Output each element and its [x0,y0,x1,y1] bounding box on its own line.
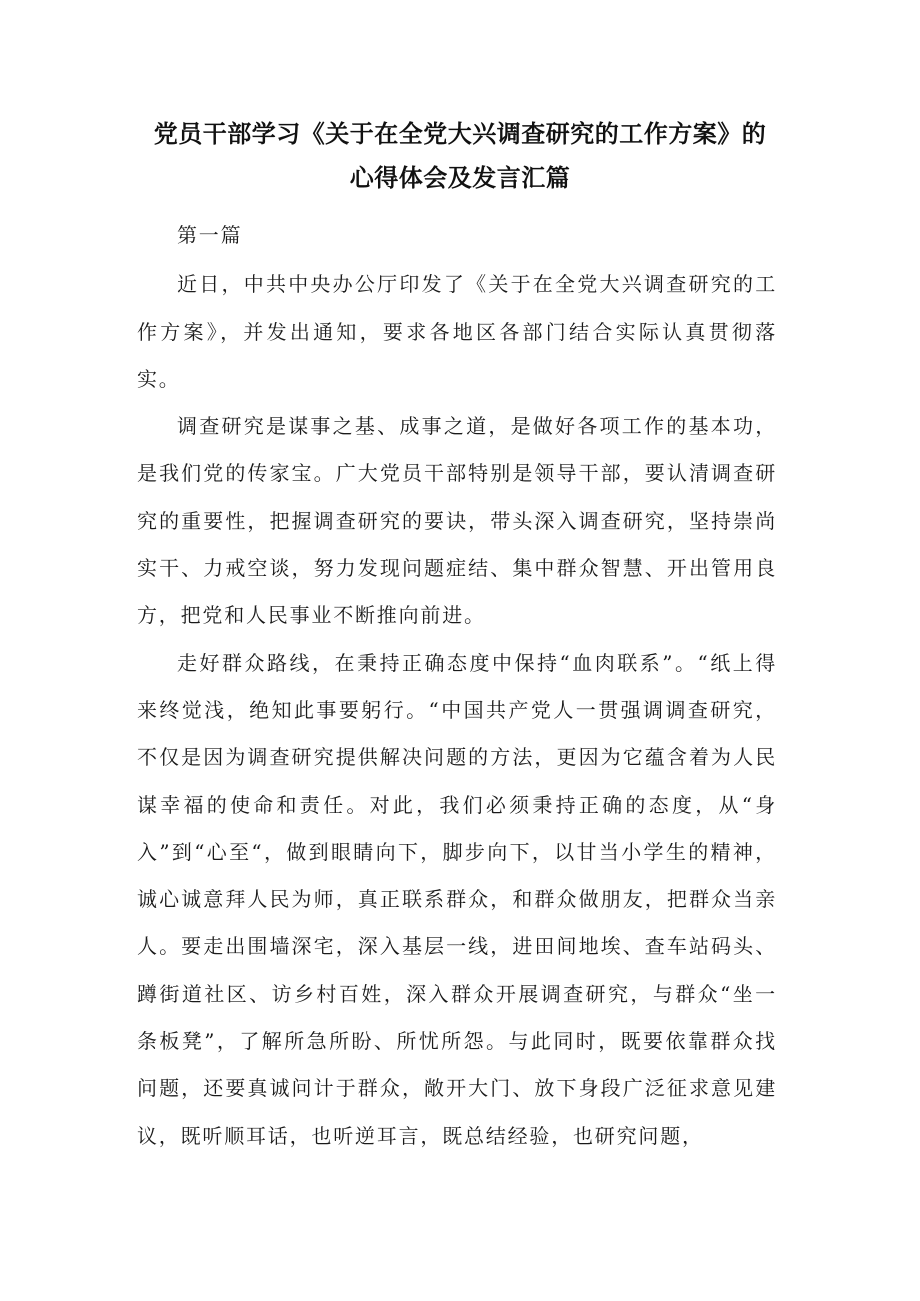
title-line-1: 党员干部学习《关于在全党大兴调查研究的工作方案》的 [153,120,767,148]
paragraph-3: 走好群众路线，在秉持正确态度中保持“血肉联系”。“纸上得来终觉浅，绝知此事要躬行。“中国共产党人一贯强调调查研究，不仅是因为调查研究提供解决问题的方法，更因为它蕴含着为人民谋幸福的使命和责任。对此，我们必须秉持正确的态度，从“身入”到“心至“，做到眼睛向下，脚步向下，以甘当小学生的精神，诚心诚意拜人民为师，真正联系群众，和群众做朋友，把群众当亲人。要走出围墙深宅，深入基层一线，进田间地埃、查车站码头、蹲街道社区、访乡村百姓，深入群众开展调查研究，与群众“坐一条板凳”，了解所急所盼、所忧所怨。与此同时，既要依靠群众找问题，还要真诚问计于群众，敞开大门、放下身段广泛征求意见建议，既听顺耳话，也听逆耳言，既总结经验，也研究问题， [137,650,777,1148]
section-label: 第一篇 [177,223,243,247]
paragraph-2: 调查研究是谋事之基、成事之道，是做好各项工作的基本功，是我们党的传家宝。广大党员干部特别是领导干部，要认清调查研究的重要性，把握调查研究的要诀，带头深入调查研究，坚持崇尚实干、力戒空谈，努力发现问题症结、集中群众智慧、开出管用良方，把党和人民事业不断推向前进。 [137,414,777,628]
document-title [120,112,800,200]
document-body [137,212,777,1160]
paragraph-1: 近日，中共中央办公厅印发了《关于在全党大兴调查研究的工作方案》，并发出通知，要求各地区各部门结合实际认真贯彻落实。 [137,272,777,391]
title-line-2: 心得体会及发言汇篇 [349,164,571,192]
